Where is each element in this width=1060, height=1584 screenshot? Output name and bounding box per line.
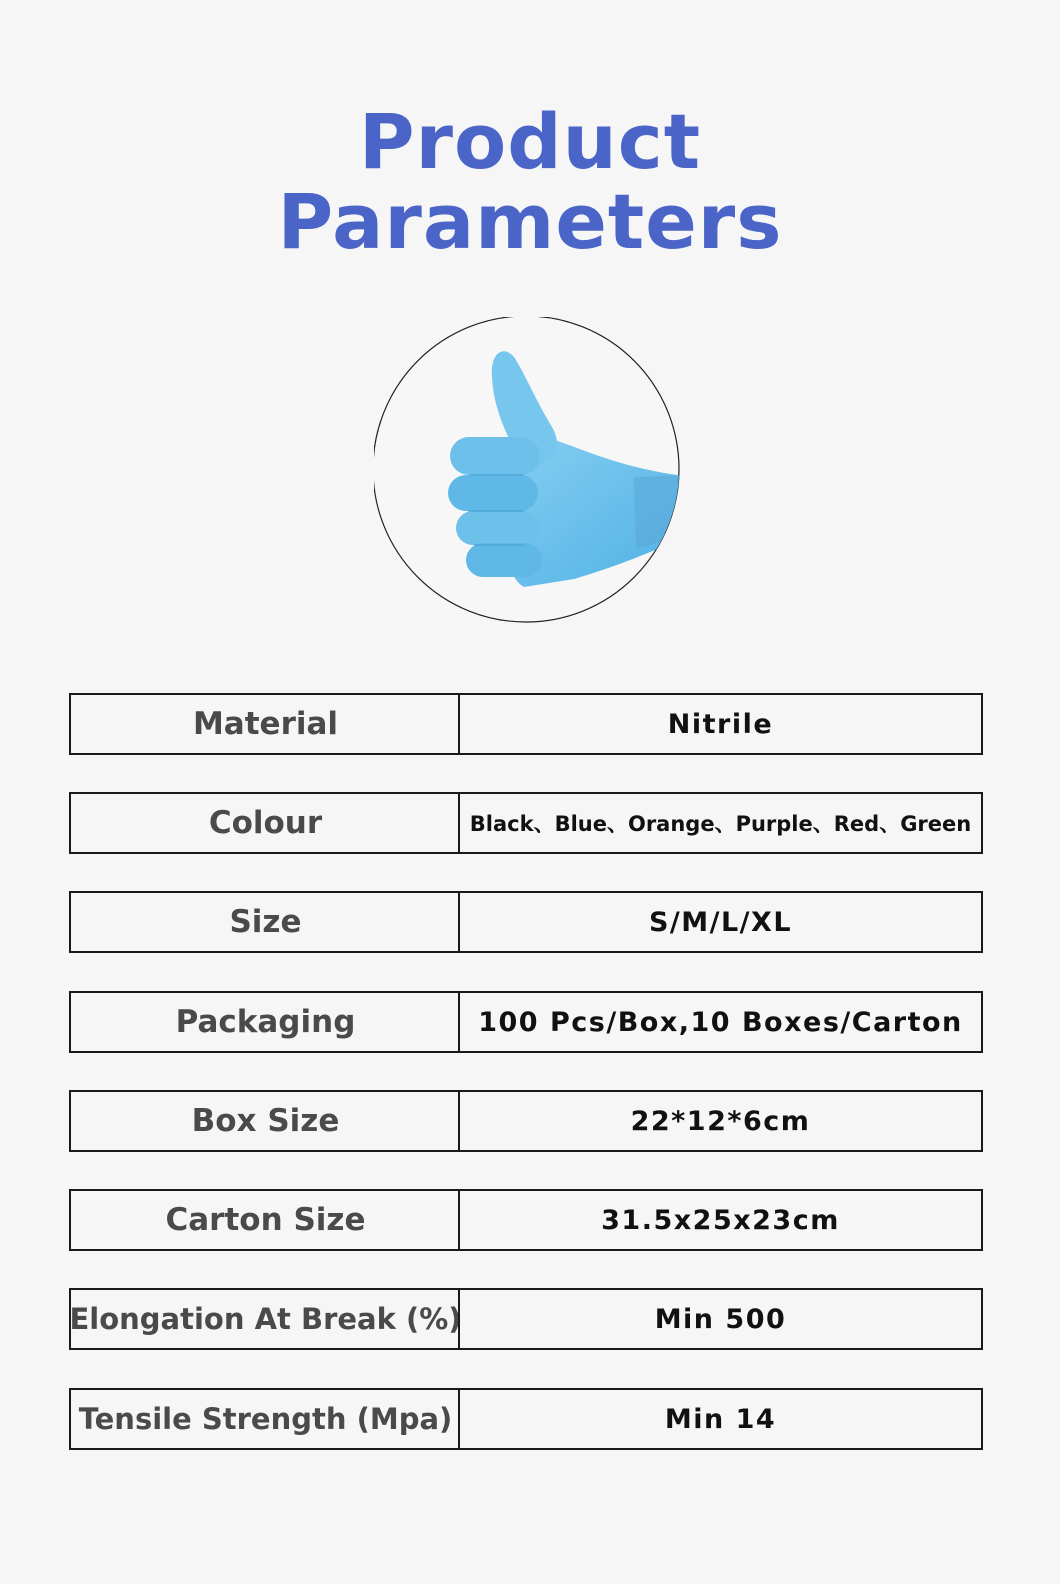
parameter-value-cell xyxy=(458,1288,983,1350)
parameter-row xyxy=(69,991,1059,1053)
parameter-label: Packaging xyxy=(175,1004,356,1040)
parameter-label-cell xyxy=(69,991,460,1053)
parameter-label-cell xyxy=(69,1090,460,1152)
parameter-label: Elongation At Break (%) xyxy=(69,1302,462,1336)
parameter-value-cell xyxy=(458,891,983,953)
parameter-label-cell xyxy=(69,693,460,755)
parameter-value-cell xyxy=(458,1189,983,1251)
blue-glove-thumbs-up-icon xyxy=(374,317,686,629)
parameter-label: Colour xyxy=(208,805,323,841)
parameter-label: Tensile Strength (Mpa) xyxy=(78,1402,453,1436)
parameter-value-cell xyxy=(458,991,983,1053)
parameter-value: 22*12*6cm xyxy=(630,1105,811,1137)
parameter-row xyxy=(69,693,1059,755)
parameter-label-cell xyxy=(69,1189,460,1251)
page-title-line-2: Parameters xyxy=(277,177,783,266)
parameter-value: S/M/L/XL xyxy=(648,906,793,938)
parameter-value: 31.5x25x23cm xyxy=(601,1204,840,1236)
parameter-row xyxy=(69,891,1059,953)
parameter-value: 100 Pcs/Box,10 Boxes/Carton xyxy=(478,1006,963,1038)
parameter-row xyxy=(69,1288,1059,1350)
parameter-label-cell xyxy=(69,891,460,953)
parameter-value: Min 500 xyxy=(654,1303,787,1335)
parameter-label: Size xyxy=(229,904,302,940)
parameter-value-cell xyxy=(458,1388,983,1450)
parameter-label-cell xyxy=(69,792,460,854)
parameter-label: Material xyxy=(192,706,339,742)
parameter-row xyxy=(69,1388,1059,1450)
parameter-row xyxy=(69,1090,1059,1152)
glove-image xyxy=(374,317,686,629)
parameter-value-cell xyxy=(458,1090,983,1152)
parameter-row xyxy=(69,1189,1059,1251)
parameter-value-cell xyxy=(458,693,983,755)
parameter-row xyxy=(69,792,1059,854)
parameter-value: Min 14 xyxy=(664,1403,777,1435)
parameter-label-cell xyxy=(69,1288,460,1350)
parameter-label: Box Size xyxy=(191,1103,340,1139)
parameter-value: Black、Blue、Orange、Purple、Red、Green xyxy=(469,812,972,836)
parameter-label: Carton Size xyxy=(165,1202,366,1238)
parameter-value: Nitrile xyxy=(667,708,774,740)
parameter-label-cell xyxy=(69,1388,460,1450)
parameter-value-cell xyxy=(458,792,983,854)
page-title-line-1: Product xyxy=(358,97,702,186)
